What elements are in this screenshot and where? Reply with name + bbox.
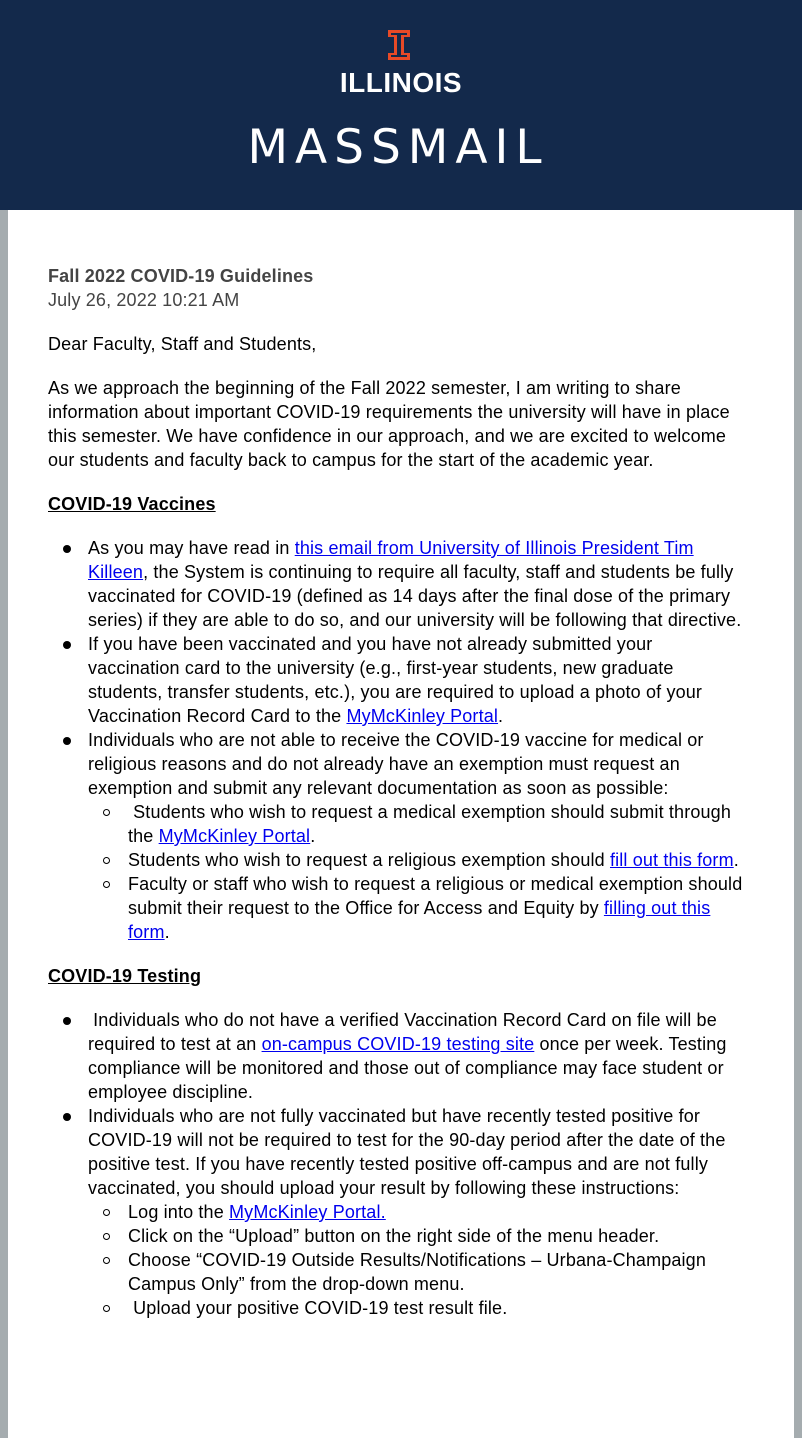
massmail-header bbox=[0, 0, 802, 210]
vaccines-heading: COVID-19 Vaccines bbox=[48, 494, 216, 514]
list-item: Students who wish to request a religious exemption should fill out this form. bbox=[88, 848, 748, 872]
mymckinley-portal-link[interactable]: MyMcKinley Portal bbox=[158, 826, 311, 846]
message-subject: Fall 2022 COVID-19 Guidelines bbox=[48, 266, 314, 286]
testing-heading: COVID-19 Testing bbox=[48, 966, 202, 986]
greeting: Dear Faculty, Staff and Students, bbox=[48, 334, 317, 354]
message-card bbox=[8, 210, 794, 1438]
testing-site-link[interactable]: on-campus COVID-19 testing site bbox=[261, 1034, 535, 1054]
list-item: Log into the MyMcKinley Portal. bbox=[88, 1200, 748, 1224]
list-item: Upload your positive COVID-19 test result file. bbox=[88, 1296, 748, 1320]
brand-wordmark: ILLINOIS bbox=[339, 67, 463, 98]
product-title: MASSMAIL bbox=[247, 120, 549, 175]
list-item: Students who wish to request a medical exemption should submit through the MyMcKinley Portal. bbox=[88, 800, 748, 848]
president-email-link[interactable]: this email from University of Illinois President Tim Killeen bbox=[88, 538, 694, 582]
message-body bbox=[48, 264, 748, 1340]
list-item: Individuals who do not have a verified Vaccination Record Card on file will be required to test at an on-campus COVID-19 testing site once per week. Testing compliance will be monitored and those out of compliance may face student or employee discipline. bbox=[48, 1008, 748, 1104]
upload-instructions-sublist bbox=[88, 1200, 748, 1320]
list-item: Choose “COVID-19 Outside Results/Notifications – Urbana-Champaign Campus Only” from the drop-down menu. bbox=[88, 1248, 748, 1296]
list-item: Click on the “Upload” button on the right side of the menu header. bbox=[88, 1224, 748, 1248]
illinois-block-i-logo bbox=[388, 30, 410, 60]
list-item: If you have been vaccinated and you have not already submitted your vaccination card to the university (e.g., first-year students, new graduate students, transfer students, etc.), you are required to upload a photo of your Vaccination Record Card to the MyMcKinley Portal. bbox=[48, 632, 748, 728]
vaccines-list bbox=[48, 536, 748, 944]
mymckinley-portal-link[interactable]: MyMcKinley Portal. bbox=[229, 1202, 386, 1222]
employee-exemption-form-link[interactable]: filling out this form bbox=[128, 898, 711, 942]
list-item: Individuals who are not able to receive the COVID-19 vaccine for medical or religious reasons and do not already have an exemption must request an exemption and submit any relevant documentation as soon as possible: Students who wish to request a medical exemption should submit through the MyMcKinley Portal. Students who wish to request a religious exemption should fill out this form. Faculty or staff who wish to request a religious or medical exemption should submit their request to the Office for Access and Equity by filling out this form. bbox=[48, 728, 748, 944]
message-date: July 26, 2022 10:21 AM bbox=[48, 290, 240, 310]
testing-list bbox=[48, 1008, 748, 1320]
exemption-sublist bbox=[88, 800, 748, 944]
religious-exemption-form-link[interactable]: fill out this form bbox=[609, 850, 734, 870]
list-item: Faculty or staff who wish to request a religious or medical exemption should submit their request to the Office for Access and Equity by filling out this form. bbox=[88, 872, 748, 944]
intro-paragraph: As we approach the beginning of the Fall 2022 semester, I am writing to share information about important COVID-19 requirements the university will have in place this semester. We have confidence in our approach, and we are excited to welcome our students and faculty back to campus for the start of the academic year. bbox=[48, 378, 730, 470]
list-item: As you may have read in this email from University of Illinois President Tim Killeen, the System is continuing to require all faculty, staff and students be fully vaccinated for COVID-19 (defined as 14 days after the final dose of the primary series) if they are able to do so, and our university will be following that directive. bbox=[48, 536, 748, 632]
mymckinley-portal-link[interactable]: MyMcKinley Portal bbox=[346, 706, 499, 726]
list-item: Individuals who are not fully vaccinated but have recently tested positive for COVID-19 will not be required to test for the 90-day period after the date of the positive test. If you have recently tested positive off-campus and are not fully vaccinated, you should upload your result by following these instructions: Log into the MyMcKinley Portal. Click on the “Upload” button on the right side of the menu header. Choose “COVID-19 Outside Results/Notifications – Urbana-Champaign Campus Only” from the drop-down menu. Upload your positive COVID-19 test result file. bbox=[48, 1104, 748, 1320]
